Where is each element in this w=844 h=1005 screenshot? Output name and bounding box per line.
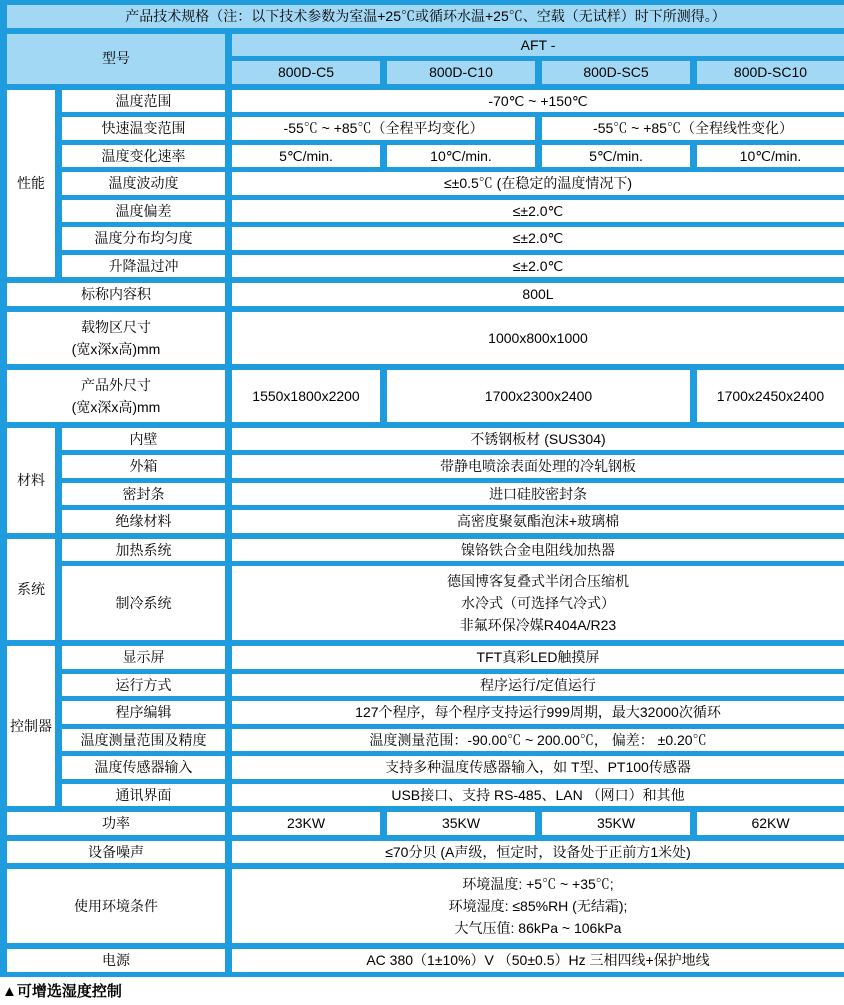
overshoot-label: 升降温过冲 [59, 252, 229, 280]
volume-value: 800L [229, 280, 844, 309]
seal-value: 进口硅胶密封条 [229, 480, 844, 508]
run-mode-value: 程序运行/定值运行 [229, 671, 844, 699]
chamber-size-value: 1000x800x1000 [229, 309, 844, 367]
row-series [4, 31, 844, 59]
row-heating [4, 536, 844, 564]
row-chamber-size [4, 309, 844, 367]
power-value-3: 35KW [539, 809, 694, 838]
row-measure-range [4, 726, 844, 754]
environment-label: 使用环境条件 [4, 866, 229, 946]
seal-label: 密封条 [59, 480, 229, 508]
rapid-range-label: 快速温变范围 [59, 115, 229, 143]
model-name-3: 800D-SC5 [539, 59, 694, 87]
row-deviation [4, 197, 844, 225]
deviation-label: 温度偏差 [59, 197, 229, 225]
exterior-size-label: 产品外尺寸 (宽x深x高)mm [4, 367, 229, 425]
sensor-input-value: 支持多种温度传感器输入，如 T型、PT100传感器 [229, 754, 844, 782]
row-run-mode [4, 671, 844, 699]
inner-wall-value: 不锈钢板材 (SUS304) [229, 425, 844, 453]
cooling-value: 德国博客复叠式半闭合压缩机 水冷式（可选择气冷式） 非氟环保冷媒R404A/R23 [229, 564, 844, 644]
exterior-size-value-1: 1550x1800x2200 [229, 367, 384, 425]
deviation-value: ≤±2.0℃ [229, 197, 844, 225]
row-overshoot [4, 252, 844, 280]
fluctuation-value: ≤±0.5℃ (在稳定的温度情况下) [229, 170, 844, 198]
overshoot-value: ≤±2.0℃ [229, 252, 844, 280]
insulation-value: 高密度聚氨酯泡沫+玻璃棉 [229, 508, 844, 536]
row-ramp-rate [4, 142, 844, 170]
heating-value: 镍铬铁合金电阻线加热器 [229, 536, 844, 564]
series-name: AFT - [229, 31, 844, 59]
category-system: 系统 [4, 536, 59, 644]
communication-label: 通讯界面 [59, 781, 229, 809]
measure-range-value: 温度测量范围：-90.00℃ ~ 200.00℃， 偏差： ±0.20℃ [229, 726, 844, 754]
run-mode-label: 运行方式 [59, 671, 229, 699]
noise-value: ≤70分贝 (A声级，恒定时，设备处于正前方1米处) [229, 838, 844, 867]
outer-box-value: 带静电喷涂表面处理的冷轧钢板 [229, 453, 844, 481]
rapid-range-value-linear: -55℃ ~ +85℃（全程线性变化） [539, 115, 844, 143]
power-value-1: 23KW [229, 809, 384, 838]
row-power [4, 809, 844, 838]
inner-wall-label: 内壁 [59, 425, 229, 453]
row-temp-range [4, 87, 844, 115]
row-volume [4, 280, 844, 309]
power-supply-value: AC 380（1±10%）V （50±0.5）Hz 三相四线+保护地线 [229, 946, 844, 974]
row-uniformity [4, 225, 844, 253]
model-name-2: 800D-C10 [384, 59, 539, 87]
row-cooling [4, 564, 844, 644]
row-display [4, 643, 844, 671]
model-name-1: 800D-C5 [229, 59, 384, 87]
model-name-4: 800D-SC10 [694, 59, 844, 87]
row-communication [4, 781, 844, 809]
ramp-rate-value-4: 10℃/min. [694, 142, 844, 170]
footnote: ▲可增选湿度控制 [0, 977, 844, 1005]
temp-range-label: 温度范围 [59, 87, 229, 115]
row-programming [4, 699, 844, 727]
row-environment [4, 866, 844, 946]
row-sensor-input [4, 754, 844, 782]
row-fluctuation [4, 170, 844, 198]
power-supply-label: 电源 [4, 946, 229, 974]
ramp-rate-value-2: 10℃/min. [384, 142, 539, 170]
communication-value: USB接口、支持 RS-485、LAN （网口）和其他 [229, 781, 844, 809]
sensor-input-label: 温度传感器输入 [59, 754, 229, 782]
uniformity-label: 温度分布均匀度 [59, 225, 229, 253]
row-exterior-size [4, 367, 844, 425]
programming-value: 127个程序，每个程序支持运行999周期，最大32000次循环 [229, 699, 844, 727]
spec-title: 产品技术规格（注：以下技术参数为室温+25℃或循环水温+25℃、空载（无试样）时下所测得。） [4, 3, 844, 31]
heating-label: 加热系统 [59, 536, 229, 564]
power-value-4: 62KW [694, 809, 844, 838]
outer-box-label: 外箱 [59, 453, 229, 481]
ramp-rate-label: 温度变化速率 [59, 142, 229, 170]
cooling-label: 制冷系统 [59, 564, 229, 644]
insulation-label: 绝缘材料 [59, 508, 229, 536]
power-label: 功率 [4, 809, 229, 838]
row-outer-box [4, 453, 844, 481]
row-title [4, 3, 844, 31]
ramp-rate-value-3: 5℃/min. [539, 142, 694, 170]
ramp-rate-value-1: 5℃/min. [229, 142, 384, 170]
chamber-size-label: 载物区尺寸 (宽x深x高)mm [4, 309, 229, 367]
uniformity-value: ≤±2.0℃ [229, 225, 844, 253]
exterior-size-value-2: 1700x2300x2400 [384, 367, 694, 425]
row-power-supply [4, 946, 844, 974]
noise-label: 设备噪声 [4, 838, 229, 867]
category-performance: 性能 [4, 87, 59, 281]
model-header-label: 型号 [4, 31, 229, 87]
power-value-2: 35KW [384, 809, 539, 838]
environment-value: 环境温度: +5℃ ~ +35℃; 环境湿度: ≤85%RH (无结霜); 大气压值: 86kPa ~ 106kPa [229, 866, 844, 946]
temp-range-value: -70℃ ~ +150℃ [229, 87, 844, 115]
measure-range-label: 温度测量范围及精度 [59, 726, 229, 754]
programming-label: 程序编辑 [59, 699, 229, 727]
display-value: TFT真彩LED触摸屏 [229, 643, 844, 671]
row-inner-wall [4, 425, 844, 453]
category-materials: 材料 [4, 425, 59, 536]
volume-label: 标称内容积 [4, 280, 229, 309]
rapid-range-value-avg: -55℃ ~ +85℃（全程平均变化） [229, 115, 539, 143]
row-rapid-range [4, 115, 844, 143]
category-controller: 控制器 [4, 643, 59, 809]
exterior-size-value-3: 1700x2450x2400 [694, 367, 844, 425]
fluctuation-label: 温度波动度 [59, 170, 229, 198]
row-noise [4, 838, 844, 867]
row-insulation [4, 508, 844, 536]
display-label: 显示屏 [59, 643, 229, 671]
row-seal [4, 480, 844, 508]
